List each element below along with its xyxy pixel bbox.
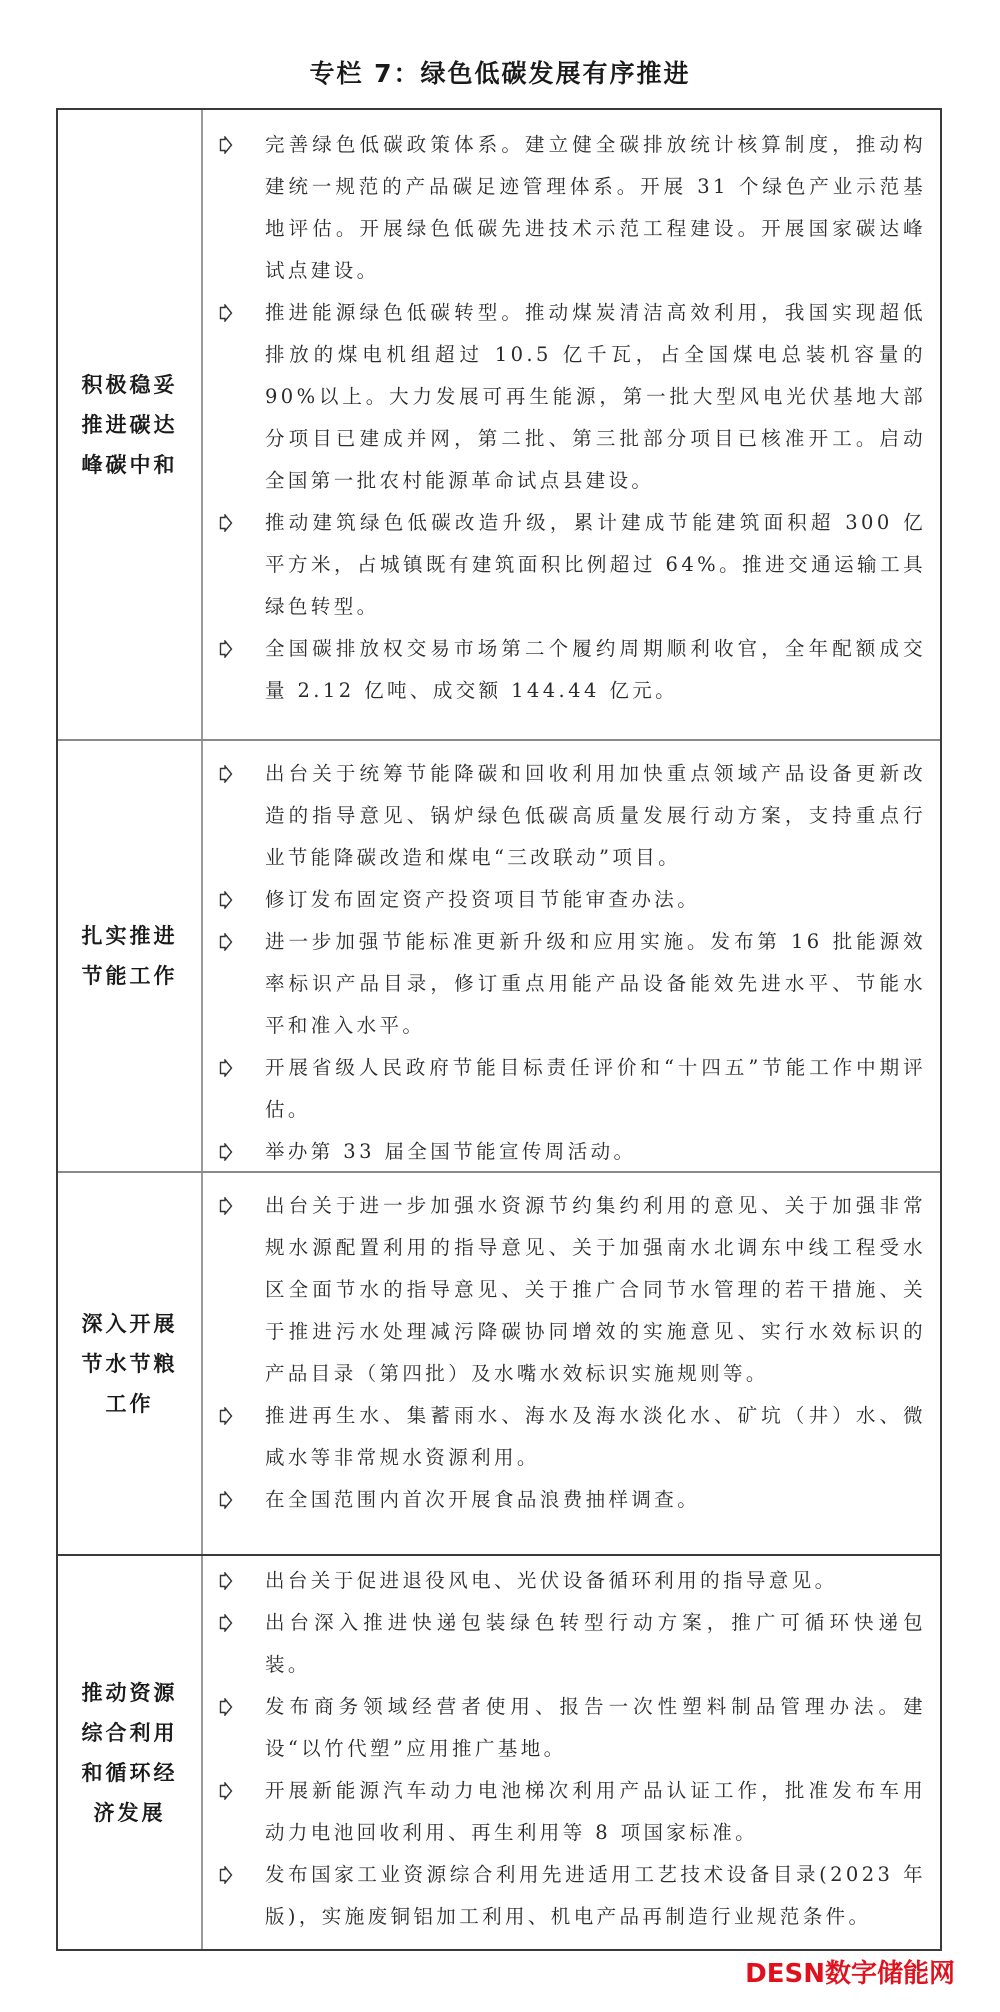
- list-item: [213, 1854, 926, 1938]
- list-item-text: 出台深入推进快递包装绿色转型行动方案，推广可循环快递包装。: [265, 1611, 926, 1676]
- list-item-text: 开展省级人民政府节能目标责任评价和“十四五”节能工作中期评估。: [265, 1056, 926, 1121]
- row-content: [203, 741, 940, 1171]
- list-item: [213, 1047, 926, 1131]
- hollow-arrow-right-icon: [213, 1854, 265, 1896]
- table-row-energy-saving: [58, 739, 940, 1171]
- list-item-text: 发布国家工业资源综合利用先进适用工艺技术设备目录(2023 年版)，实施废铜铝加工利用、机电产品再制造行业规范条件。: [265, 1863, 926, 1928]
- row-label: 扎实推进节能工作: [81, 924, 178, 988]
- table-row-carbon-peak: [58, 110, 940, 739]
- list-item: [213, 292, 926, 502]
- site-watermark: DESN数字储能网: [745, 1959, 955, 1989]
- list-item-text: 全国碳排放权交易市场第二个履约周期顺利收官，全年配额成交量 2.12 亿吨、成交额 144.44 亿元。: [265, 637, 926, 702]
- list-item: [213, 502, 926, 628]
- hollow-arrow-right-icon: [213, 1185, 265, 1227]
- list-item: [213, 753, 926, 879]
- row-label-cell: [58, 110, 203, 739]
- hollow-arrow-right-icon: [213, 1770, 265, 1812]
- table-row-circular-economy: [58, 1554, 940, 1949]
- hollow-arrow-right-icon: [213, 628, 265, 670]
- list-item: [213, 879, 926, 921]
- list-item: [213, 1395, 926, 1479]
- list-item-text: 出台关于促进退役风电、光伏设备循环利用的指导意见。: [265, 1569, 838, 1592]
- list-item: [213, 1479, 926, 1521]
- policy-table: [56, 108, 942, 1951]
- list-item: [213, 124, 926, 292]
- list-item-text: 推动建筑绿色低碳改造升级，累计建成节能建筑面积超 300 亿平方米，占城镇既有建筑面积比例超过 64%。推进交通运输工具绿色转型。: [265, 511, 926, 618]
- list-item: [213, 1131, 926, 1173]
- table-row-water-food-saving: [58, 1171, 940, 1554]
- row-label: 推动资源综合利用和循环经济发展: [81, 1680, 178, 1825]
- row-label: 深入开展节水节粮工作: [81, 1311, 178, 1416]
- hollow-arrow-right-icon: [213, 1131, 265, 1173]
- list-item-text: 开展新能源汽车动力电池梯次利用产品认证工作，批准发布车用动力电池回收利用、再生利用等 8 项国家标准。: [265, 1779, 926, 1844]
- list-item-text: 出台关于统筹节能降碳和回收利用加快重点领域产品设备更新改造的指导意见、锅炉绿色低碳高质量发展行动方案，支持重点行业节能降碳改造和煤电“三改联动”项目。: [265, 762, 926, 869]
- hollow-arrow-right-icon: [213, 1479, 265, 1521]
- list-item: [213, 1560, 926, 1602]
- list-item: [213, 921, 926, 1047]
- hollow-arrow-right-icon: [213, 921, 265, 963]
- hollow-arrow-right-icon: [213, 124, 265, 166]
- list-item: [213, 1185, 926, 1395]
- list-item-text: 出台关于进一步加强水资源节约集约利用的意见、关于加强非常规水源配置利用的指导意见、关于加强南水北调东中线工程受水区全面节水的指导意见、关于推广合同节水管理的若干措施、关于推进污水处理减污降碳协同增效的实施意见、实行水效标识的产品目录（第四批）及水嘴水效标识实施规则等。: [265, 1194, 926, 1385]
- hollow-arrow-right-icon: [213, 292, 265, 334]
- list-item-text: 进一步加强节能标准更新升级和应用实施。发布第 16 批能源效率标识产品目录，修订重点用能产品设备能效先进水平、节能水平和准入水平。: [265, 930, 926, 1037]
- hollow-arrow-right-icon: [213, 1560, 265, 1602]
- list-item-text: 推进能源绿色低碳转型。推动煤炭清洁高效利用，我国实现超低排放的煤电机组超过 10.5 亿千瓦，占全国煤电总装机容量的 90%以上。大力发展可再生能源，第一批大型风电光伏基地大部分项目已建成并网，第二批、第三批部分项目已核准开工。启动全国第一批农村能源革命试点县建设。: [265, 301, 926, 492]
- row-content: [203, 110, 940, 739]
- list-item-text: 修订发布固定资产投资项目节能审查办法。: [265, 888, 701, 911]
- hollow-arrow-right-icon: [213, 1047, 265, 1089]
- row-label: 积极稳妥推进碳达峰碳中和: [81, 372, 178, 477]
- list-item: [213, 1602, 926, 1686]
- list-item-text: 推进再生水、集蓄雨水、海水及海水淡化水、矿坑（井）水、微咸水等非常规水资源利用。: [265, 1404, 926, 1469]
- hollow-arrow-right-icon: [213, 502, 265, 544]
- row-label-cell: [58, 1173, 203, 1554]
- row-content: [203, 1556, 940, 1949]
- list-item-text: 完善绿色低碳政策体系。建立健全碳排放统计核算制度，推动构建统一规范的产品碳足迹管理体系。开展 31 个绿色产业示范基地评估。开展绿色低碳先进技术示范工程建设。开展国家碳达峰试点建设。: [265, 133, 926, 282]
- hollow-arrow-right-icon: [213, 879, 265, 921]
- list-item: [213, 1770, 926, 1854]
- list-item-text: 发布商务领域经营者使用、报告一次性塑料制品管理办法。建设“以竹代塑”应用推广基地。: [265, 1695, 926, 1760]
- hollow-arrow-right-icon: [213, 1602, 265, 1644]
- hollow-arrow-right-icon: [213, 1686, 265, 1728]
- row-content: [203, 1173, 940, 1554]
- list-item-text: 举办第 33 届全国节能宣传周活动。: [265, 1140, 637, 1163]
- list-item-text: 在全国范围内首次开展食品浪费抽样调查。: [265, 1488, 701, 1511]
- page-title: 专栏 7：绿色低碳发展有序推进: [309, 59, 691, 88]
- row-label-cell: [58, 1556, 203, 1949]
- hollow-arrow-right-icon: [213, 753, 265, 795]
- list-item: [213, 628, 926, 712]
- hollow-arrow-right-icon: [213, 1395, 265, 1437]
- row-label-cell: [58, 741, 203, 1171]
- list-item: [213, 1686, 926, 1770]
